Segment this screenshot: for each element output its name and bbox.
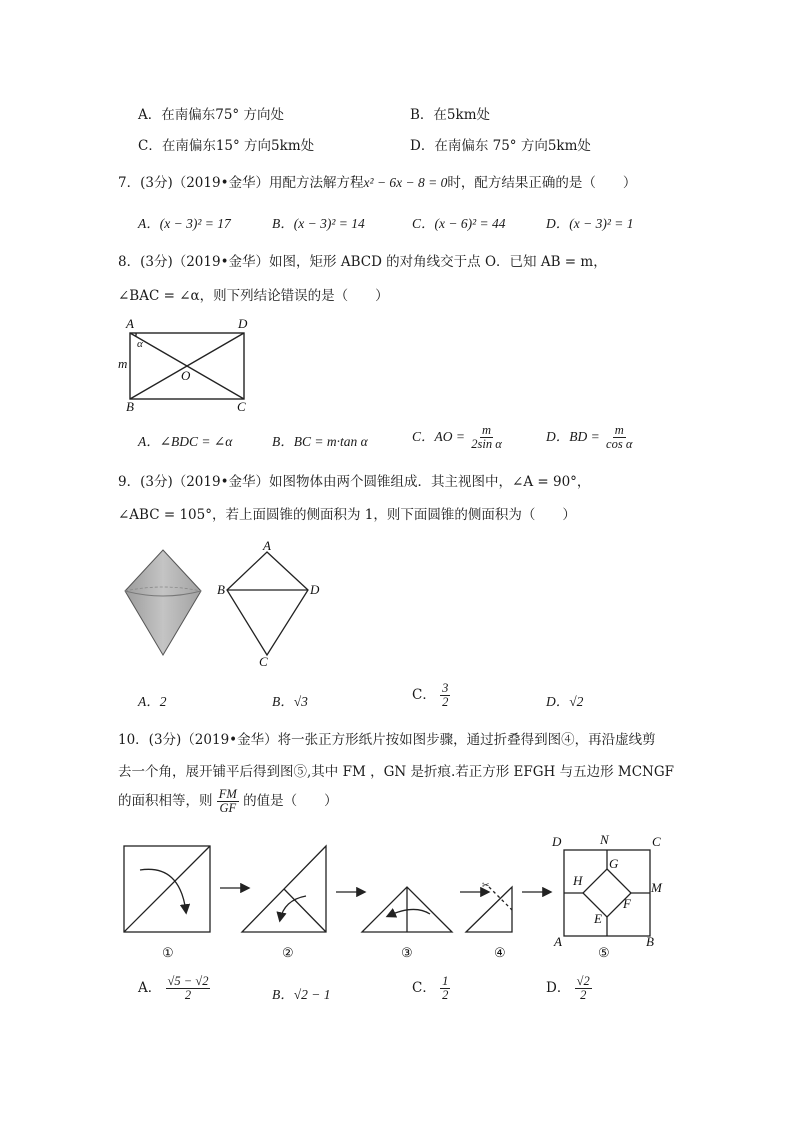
fig4-triangle: [466, 887, 512, 932]
q10-stem-line3-prefix: 的面积相等，则: [118, 793, 213, 810]
q8-option-d-fraction: [604, 424, 634, 451]
q10-stem-numerator: FM: [218, 787, 237, 801]
q9-option-c-prefix: C．: [412, 687, 436, 704]
q8-label-c: C: [237, 399, 246, 414]
fig1-diagonal: [124, 846, 210, 932]
q10-stem-denominator: GF: [219, 801, 237, 816]
q10-option-d: [546, 975, 592, 1002]
q8-option-c-fraction: [469, 424, 504, 451]
q10-option-d-denominator: 2: [580, 988, 587, 1003]
q8-label-a: A: [126, 316, 134, 331]
q9-front-view-figure: [215, 540, 325, 670]
q6-option-c: C．在南偏东15° 方向5km处: [138, 138, 315, 154]
q10-folding-steps-figure: [118, 830, 678, 970]
q10-option-c-prefix: C．: [412, 980, 436, 997]
q7-stem: [118, 171, 636, 191]
caption-5: ⑤: [598, 945, 610, 960]
q7-option-a: A．(x − 3)² = 17: [138, 216, 231, 231]
q8-stem-line1: 8．(3分)（2019•金华）如图，矩形 ABCD 的对角线交于点 O．已知 AB = m，: [118, 254, 607, 270]
q10-stem-line3-suffix: 的值是（ ）: [243, 793, 338, 810]
caption-3: ③: [401, 945, 413, 960]
q9-label-c: C: [259, 654, 268, 669]
q9-option-c-fraction: [440, 682, 450, 709]
q8-option-a: A．∠BDC = ∠α: [138, 434, 233, 449]
caption-2: ②: [282, 945, 294, 960]
q10-option-b: B．√2 − 1: [272, 987, 331, 1002]
q9-option-d: D．√2: [546, 694, 584, 709]
q8-label-o: O: [181, 368, 191, 383]
q10-option-a-prefix: A．: [138, 980, 162, 997]
q8-option-d: [546, 424, 634, 451]
q7-stem-equation: x² − 6x − 8 = 0: [363, 175, 448, 190]
q10-option-c-denominator: 2: [442, 988, 449, 1003]
q8-option-b: B．BC = m·tan α: [272, 434, 368, 449]
q10-option-c: [412, 975, 450, 1002]
q9-label-d: D: [310, 582, 320, 597]
q8-option-c-numerator: m: [482, 423, 492, 437]
q10-option-a-fraction: [166, 975, 211, 1002]
q10-option-c-fraction: [440, 975, 450, 1002]
q8-label-d: D: [238, 316, 248, 331]
q8-label-alpha: α: [137, 338, 143, 350]
fig5-label-n: N: [600, 832, 609, 847]
q10-option-c-numerator: 1: [442, 974, 449, 988]
q10-option-d-numerator: √2: [576, 974, 590, 988]
fig5-label-g: G: [609, 856, 619, 871]
q8-option-d-numerator: m: [614, 423, 624, 437]
q7-option-d: D．(x − 3)² = 1: [546, 216, 634, 231]
fig5-label-m: M: [651, 880, 662, 895]
q7-stem-prefix: 7．(3分)（2019•金华）用配方法解方程: [118, 175, 364, 191]
q8-option-c-denominator: 2sin α: [471, 437, 502, 452]
q9-stem-line2: ∠ABC = 105°，若上面圆锥的侧面积为 1，则下面圆锥的侧面积为（ ）: [118, 507, 576, 523]
q9-option-c-denominator: 2: [442, 695, 449, 710]
q7-option-c: C．(x − 6)² = 44: [412, 216, 506, 231]
fig5-label-a: A: [554, 934, 562, 949]
caption-1: ①: [162, 945, 174, 960]
q6-option-a: A．在南偏东75° 方向处: [138, 107, 284, 123]
q10-option-a: [138, 975, 210, 1002]
q9-solid-figure: [118, 535, 208, 660]
scissors-icon: ✂: [482, 880, 490, 890]
q10-option-a-denominator: 2: [184, 988, 192, 1003]
q8-option-c-prefix: C．AO =: [412, 429, 465, 445]
q8-option-d-denominator: cos α: [606, 437, 633, 452]
q9-option-c-numerator: 3: [442, 681, 449, 695]
fig5-label-h: H: [573, 873, 583, 888]
fig5-label-c: C: [652, 834, 661, 849]
fig2-fold-line: [284, 889, 326, 932]
q7-option-b: B．(x − 3)² = 14: [272, 216, 365, 231]
q9-option-c: [412, 682, 450, 709]
q6-option-b: B．在5km处: [410, 107, 490, 123]
q9-stem-line1: 9．(3分)（2019•金华）如图物体由两个圆锥组成．其主视图中，∠A = 90°，: [118, 474, 591, 490]
q10-stem-line3: [118, 788, 338, 815]
q8-rectangle-figure: [110, 315, 270, 415]
q8-label-m: m: [118, 356, 128, 371]
double-cone-shape: [125, 550, 201, 655]
fig5-label-b: B: [646, 934, 654, 949]
q10-stem-line2: 去一个角，展开铺平后得到图⑤,其中 FM ，GN 是折痕.若正方形 EFGH 与五边形 MCNGF: [118, 764, 675, 780]
fig5-label-d: D: [552, 834, 562, 849]
q10-option-a-numerator: √5 − √2: [167, 974, 209, 988]
q7-stem-suffix: 时，配方结果正确的是（ ）: [447, 175, 637, 191]
q8-option-c: [412, 424, 504, 451]
q9-label-a: A: [263, 538, 271, 553]
q9-option-a: A．2: [138, 694, 167, 709]
q9-option-b: B．√3: [272, 694, 308, 709]
q10-option-d-prefix: D．: [546, 980, 571, 997]
q6-option-d: D．在南偏东 75° 方向5km处: [410, 138, 591, 154]
q10-option-d-fraction: [575, 975, 592, 1002]
caption-4: ④: [494, 945, 506, 960]
fig3-fold-arrow: [388, 909, 430, 916]
q8-stem-line2: ∠BAC = ∠α，则下列结论错误的是（ ）: [118, 288, 389, 304]
q9-label-b: B: [217, 582, 225, 597]
fig5-label-e: E: [594, 911, 602, 926]
fig5-label-f: F: [623, 896, 631, 911]
q10-stem-line1: 10．(3分)（2019•金华）将一张正方形纸片按如图步骤，通过折叠得到图④，再沿虚线剪: [118, 732, 656, 748]
q8-option-d-prefix: D．BD =: [546, 429, 600, 445]
q10-stem-fraction: [217, 788, 239, 815]
fig1-fold-arrow: [140, 869, 186, 912]
front-view-quadrilateral: [227, 552, 308, 655]
q8-label-b: B: [126, 399, 134, 414]
